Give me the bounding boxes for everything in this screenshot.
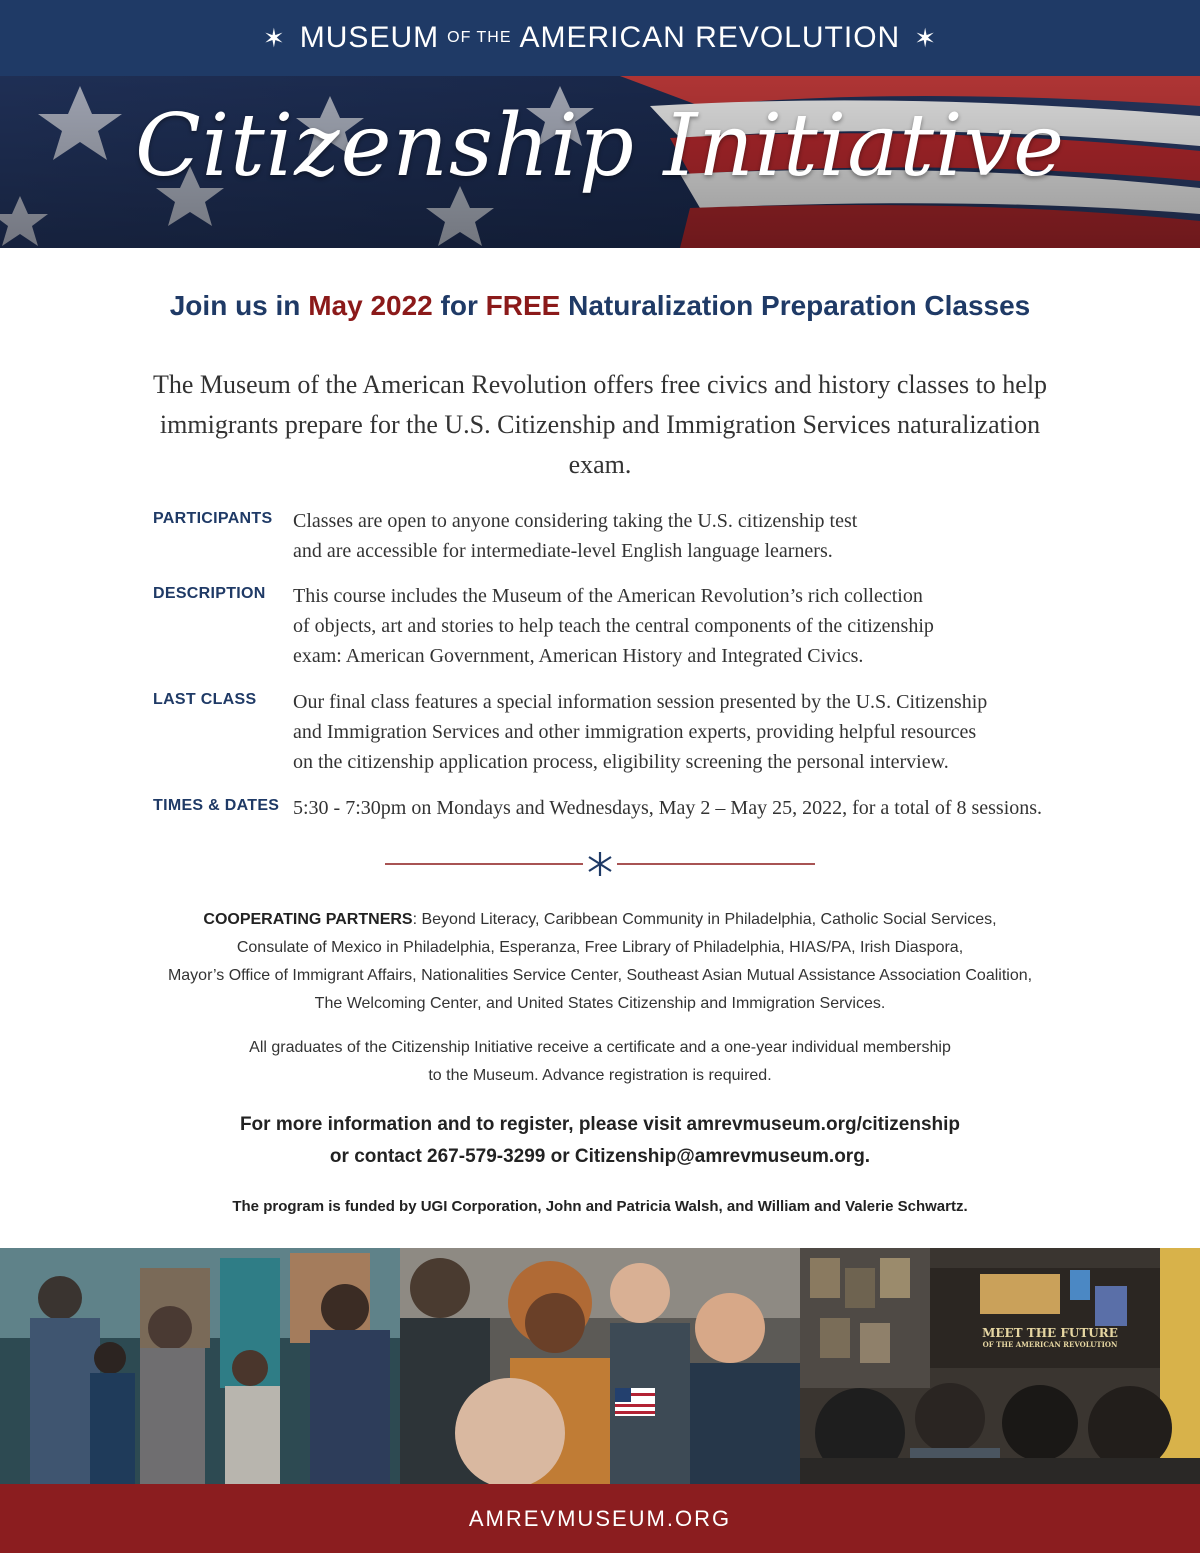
flag-banner (0, 76, 1200, 248)
headline-part1: Join us in (169, 290, 309, 321)
detail-row-times-dates (153, 793, 1113, 823)
headline-part3: Naturalization Preparation Classes (560, 290, 1031, 321)
museum-header (0, 0, 1200, 76)
partners-text: : Beyond Literacy, Caribbean Community in Philadelphia, Catholic Social Services, Consulate of Mexico in Philadelphia, Esperanza, Free Library of Philadelphia, HIAS/PA, Irish Diaspora, Mayor’s Office of Immigrant Affairs, Nationalities Service Center, Southeast Asian Mutual Assistance Association Coalition, The Welcoming Center, and United States Citizenship and Immigration Services. (167, 911, 1033, 1012)
photo-naturalization-ceremony (400, 1248, 800, 1484)
header-american-revolution: AMERICAN REVOLUTION (519, 21, 901, 54)
star-icon: ✶ (262, 22, 286, 53)
exhibit-sign-line1: MEET THE FUTURE (982, 1326, 1118, 1340)
detail-label: TIMES & DATES (153, 797, 280, 814)
detail-label: PARTICIPANTS (153, 510, 273, 527)
star-divider (385, 852, 815, 876)
website-link[interactable]: AMREVMUSEUM.ORG (468, 1505, 732, 1531)
detail-row-description (153, 581, 1113, 671)
detail-text: This course includes the Museum of the American Revolution’s rich collection of objects, art and stories to help teach the central components of the citizenship exam: American Government, American History and Integrated Civics. (293, 585, 934, 667)
cooperating-partners (80, 906, 1120, 1018)
event-headline (0, 290, 1200, 322)
funding-credit: The program is funded by UGI Corporation, John and Patricia Walsh, and William and Valerie Schwartz. (232, 1198, 968, 1215)
divider-star-icon (589, 852, 611, 876)
footer-bar (0, 1484, 1200, 1553)
register-info: For more information and to register, please visit amrevmuseum.org/citizenship or contact 267-579-3299 or Citizenship@amrevmuseum.org. (239, 1114, 961, 1167)
detail-text: 5:30 - 7:30pm on Mondays and Wednesdays, May 2 – May 25, 2022, for a total of 8 sessions. (293, 797, 1043, 819)
headline-part2: for (432, 290, 486, 321)
photo-strip (0, 1248, 1200, 1484)
banner-title: Citizenship Initiative (134, 96, 1066, 196)
detail-label: LAST CLASS (153, 691, 257, 708)
photo-museum-gallery (0, 1248, 400, 1484)
detail-label: DESCRIPTION (153, 585, 266, 602)
detail-text: Classes are open to anyone considering taking the U.S. citizenship test and are accessible for intermediate-level English language learners. (293, 510, 858, 562)
photo-meet-the-future-exhibit (800, 1248, 1200, 1484)
header-museum: MUSEUM (299, 21, 440, 54)
intro-paragraph: The Museum of the American Revolution offers free civics and history classes to help immigrants prepare for the U.S. Citizenship and Immigration Services naturalization exam. (152, 370, 1048, 479)
exhibit-sign-line2: OF THE AMERICAN REVOLUTION (982, 1340, 1118, 1349)
detail-row-participants (153, 506, 1113, 566)
partners-label: COOPERATING PARTNERS (203, 911, 413, 928)
detail-text: Our final class features a special information session presented by the U.S. Citizenship and Immigration Services and other immigration experts, providing helpful resources on the citizenship application process, eligibility screening the personal interview. (293, 691, 988, 773)
graduates-note: All graduates of the Citizenship Initiative receive a certificate and a one-year individual membership to the Museum. Advance registration is required. (249, 1039, 951, 1084)
exhibit-sign (930, 1326, 1170, 1349)
star-icon: ✶ (914, 22, 938, 53)
header-of-the: OF THE (447, 29, 512, 46)
detail-row-last-class (153, 687, 1113, 777)
headline-date: May 2022 (308, 290, 433, 321)
headline-free: FREE (485, 290, 561, 321)
